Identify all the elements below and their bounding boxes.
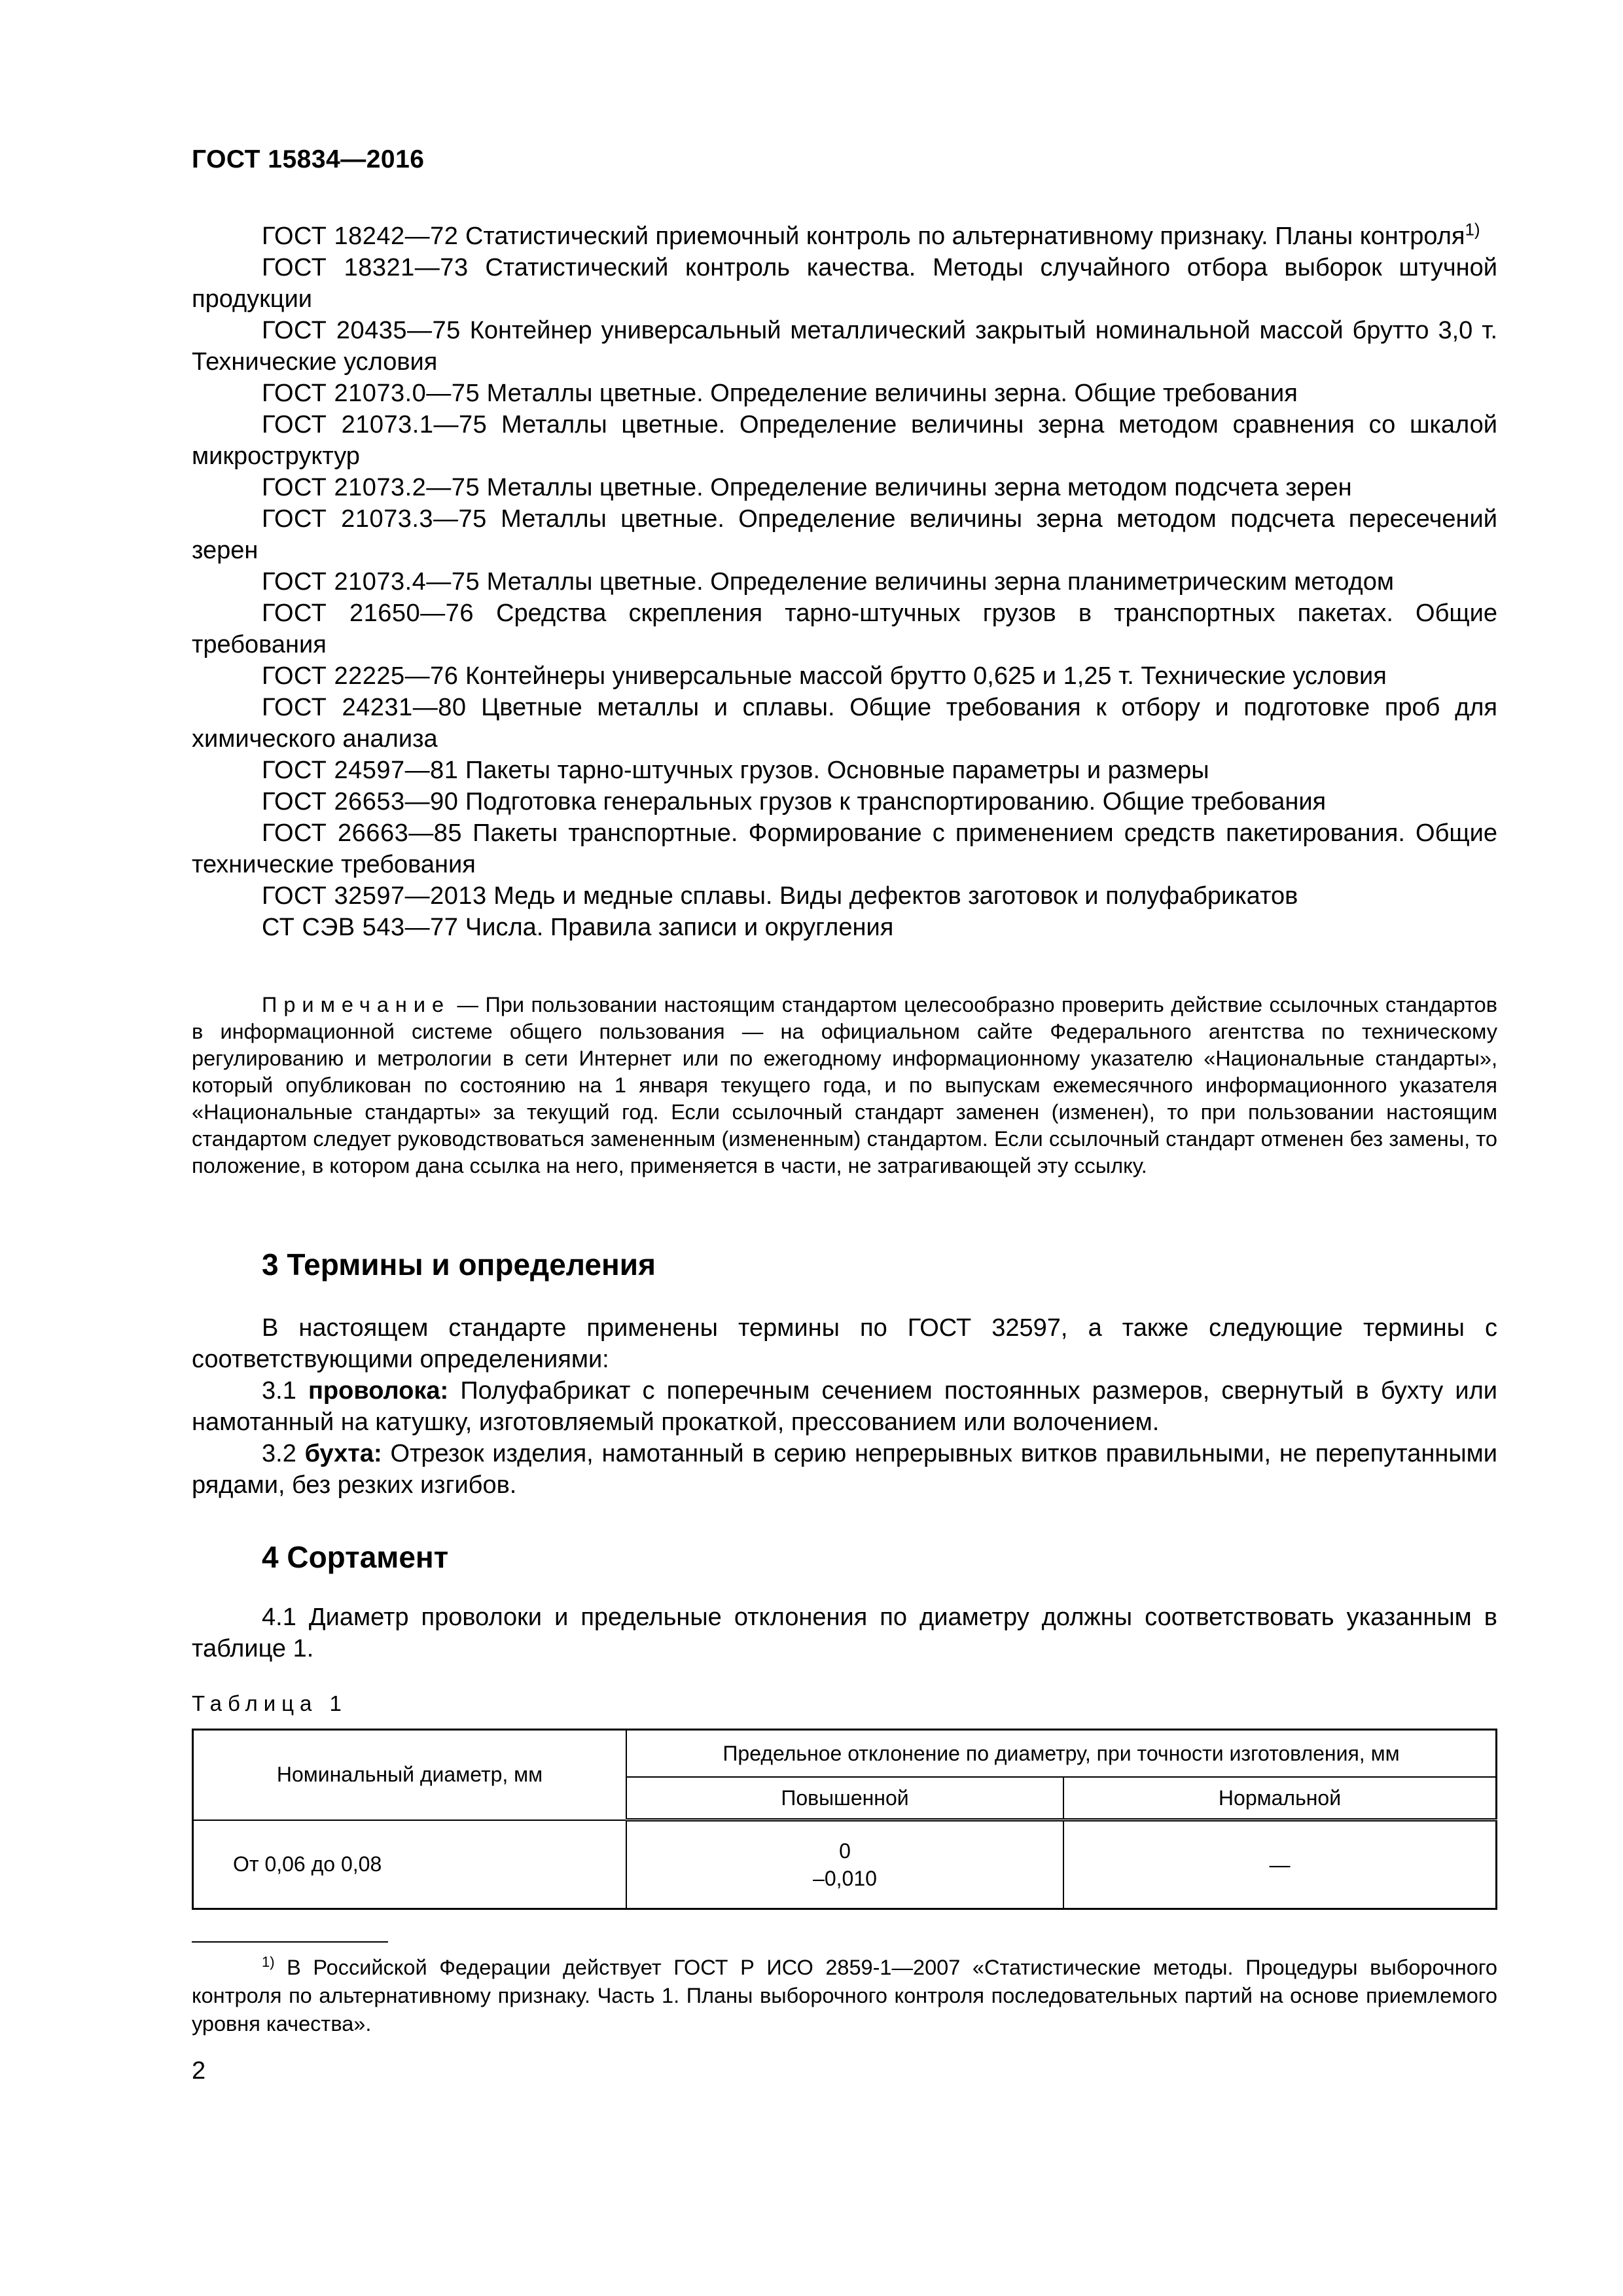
term-definition	[192, 1375, 1497, 1438]
footnote-separator	[192, 1941, 388, 1943]
reference-title: Числа. Правила записи и округления	[465, 914, 894, 941]
reference-title: Металлы цветные. Определение величины зерна планиметрическим методом	[486, 568, 1394, 596]
reference-title: Металлы цветные. Определение величины зерна методом подсчета пересечений зерен	[192, 505, 1497, 564]
reference-item	[192, 660, 1497, 692]
reference-item	[192, 817, 1497, 880]
reference-item	[192, 786, 1497, 817]
reference-code: ГОСТ 26663—85	[262, 819, 462, 847]
header-deviation: Предельное отклонение по диаметру, при точности изготовления, мм	[626, 1730, 1497, 1778]
document-header: ГОСТ 15834—2016	[192, 145, 425, 173]
footnote-marker[interactable]: 1)	[1465, 219, 1480, 240]
term-number: 3.2	[262, 1440, 296, 1467]
note-paragraph	[192, 992, 1497, 1179]
reference-item	[192, 378, 1497, 409]
footnote-mark: 1)	[262, 1954, 275, 1971]
reference-title: Контейнеры универсальные массой брутто 0,625 и 1,25 т. Технические условия	[465, 662, 1387, 690]
reference-item	[192, 598, 1497, 660]
header-normal-accuracy: Нормальной	[1063, 1777, 1497, 1820]
reference-code: ГОСТ 21073.1—75	[262, 411, 488, 439]
reference-title: Пакеты тарно-штучных грузов. Основные параметры и размеры	[465, 757, 1209, 784]
reference-title: Металлы цветные. Определение величины зерна методом сравнения со шкалой микроструктур	[192, 411, 1497, 470]
normative-references-list	[192, 221, 1497, 943]
reference-title: Цветные металлы и сплавы. Общие требования к отбору и подготовке проб для химического анализа	[192, 694, 1497, 753]
footnote	[192, 1954, 1497, 2038]
cell-normal: —	[1063, 1820, 1497, 1909]
reference-code: ГОСТ 21073.4—75	[262, 568, 480, 596]
reference-item	[192, 566, 1497, 598]
note-label: Примечание	[262, 993, 451, 1016]
term-definition	[192, 1438, 1497, 1501]
header-nominal-diameter: Номинальный диаметр, мм	[193, 1730, 627, 1820]
reference-item	[192, 692, 1497, 755]
reference-code: ГОСТ 26653—90	[262, 788, 459, 816]
section-3-body	[192, 1312, 1497, 1501]
reference-code: СТ СЭВ 543—77	[262, 914, 459, 941]
table-caption: Таблица 1	[192, 1691, 348, 1715]
reference-code: ГОСТ 21073.3—75	[262, 505, 487, 533]
reference-code: ГОСТ 24597—81	[262, 757, 459, 784]
footnote-text: В Российской Федерации действует ГОСТ Р ИСО 2859-1—2007 «Статистические методы. Процедуры выборочного контроля по альтернативному признаку. Часть 1. Планы выборочного контроля последовательных партий на основе приемлемого уровня качества».	[192, 1956, 1498, 2036]
section-3-title: 3 Термины и определения	[262, 1247, 656, 1282]
reference-item	[192, 315, 1497, 378]
diameter-deviation-table	[192, 1729, 1497, 1910]
reference-item	[192, 880, 1497, 912]
reference-code: ГОСТ 21073.0—75	[262, 380, 480, 407]
term-name: проволока:	[308, 1377, 449, 1405]
deviation-lower: –0,010	[813, 1867, 877, 1890]
note-text: — При пользовании настоящим стандартом целесообразно проверить действие ссылочных стандартов в информационной системе общего пользования — на официальном сайте Федерального агентства по техническому регулированию и метрологии в сети Интернет или по ежегодному информационному указателю «Национальные стандарты», который опубликован по состоянию на 1 января текущего года, и по выпускам ежемесячного информационного указателя «Национальные стандарты» за текущий год. Если ссылочный стандарт заменен (изменен), то при пользовании настоящим стандартом следует руководствоваться замененным (измененным) стандартом. Если ссылочный стандарт отменен без замены, то положение, в котором дана ссылка на него, применяется в части, не затрагивающей эту ссылку.	[192, 993, 1497, 1177]
cell-increased	[626, 1820, 1063, 1909]
reference-title: Статистический контроль качества. Методы случайного отбора выборок штучной продукции	[192, 254, 1497, 313]
term-text: Полуфабрикат с поперечным сечением постоянных размеров, свернутый в бухту или намотанный на катушку, изготовляемый прокаткой, прессованием или волочением.	[192, 1377, 1497, 1436]
reference-title: Статистический приемочный контроль по альтернативному признаку. Планы контроля	[465, 223, 1465, 250]
reference-code: ГОСТ 21073.2—75	[262, 474, 480, 501]
reference-title: Пакеты транспортные. Формирование с применением средств пакетирования. Общие технические требования	[192, 819, 1498, 878]
reference-title: Медь и медные сплавы. Виды дефектов заготовок и полуфабрикатов	[493, 882, 1298, 910]
reference-item	[192, 409, 1497, 472]
section-4-title: 4 Сортамент	[262, 1540, 449, 1574]
reference-title: Подготовка генеральных грузов к транспортированию. Общие требования	[465, 788, 1327, 816]
reference-item	[192, 755, 1497, 786]
reference-title: Металлы цветные. Определение величины зерна методом подсчета зерен	[486, 474, 1352, 501]
reference-code: ГОСТ 21650—76	[262, 600, 474, 627]
table-row	[193, 1820, 1497, 1909]
reference-code: ГОСТ 32597—2013	[262, 882, 487, 910]
section-4-body	[192, 1602, 1497, 1664]
reference-title: Средства скрепления тарно-штучных грузов в транспортных пакетах. Общие требования	[192, 600, 1497, 658]
reference-item	[192, 472, 1497, 503]
reference-item	[192, 503, 1497, 566]
header-increased-accuracy: Повышенной	[626, 1777, 1063, 1820]
reference-item	[192, 221, 1497, 252]
section-3-intro: В настоящем стандарте применены термины по ГОСТ 32597, а также следующие термины с соответствующими определениями:	[192, 1314, 1497, 1373]
page-number: 2	[192, 2057, 206, 2085]
reference-code: ГОСТ 20435—75	[262, 317, 461, 344]
reference-item	[192, 912, 1497, 943]
term-name: бухта:	[304, 1440, 382, 1467]
deviation-upper: 0	[839, 1839, 851, 1863]
term-number: 3.1	[262, 1377, 296, 1405]
reference-code: ГОСТ 18242—72	[262, 223, 459, 250]
section-4-paragraph: 4.1 Диаметр проволоки и предельные отклонения по диаметру должны соответствовать указанным в таблице 1.	[192, 1604, 1497, 1662]
reference-title: Металлы цветные. Определение величины зерна. Общие требования	[486, 380, 1298, 407]
term-text: Отрезок изделия, намотанный в серию непрерывных витков правильными, не перепутанными рядами, без резких изгибов.	[192, 1440, 1497, 1499]
reference-code: ГОСТ 24231—80	[262, 694, 467, 721]
cell-nominal: От 0,06 до 0,08	[193, 1820, 627, 1909]
reference-item	[192, 252, 1497, 315]
reference-title: Контейнер универсальный металлический закрытый номинальной массой брутто 3,0 т. Технические условия	[192, 317, 1498, 376]
reference-code: ГОСТ 18321—73	[262, 254, 469, 281]
reference-code: ГОСТ 22225—76	[262, 662, 459, 690]
